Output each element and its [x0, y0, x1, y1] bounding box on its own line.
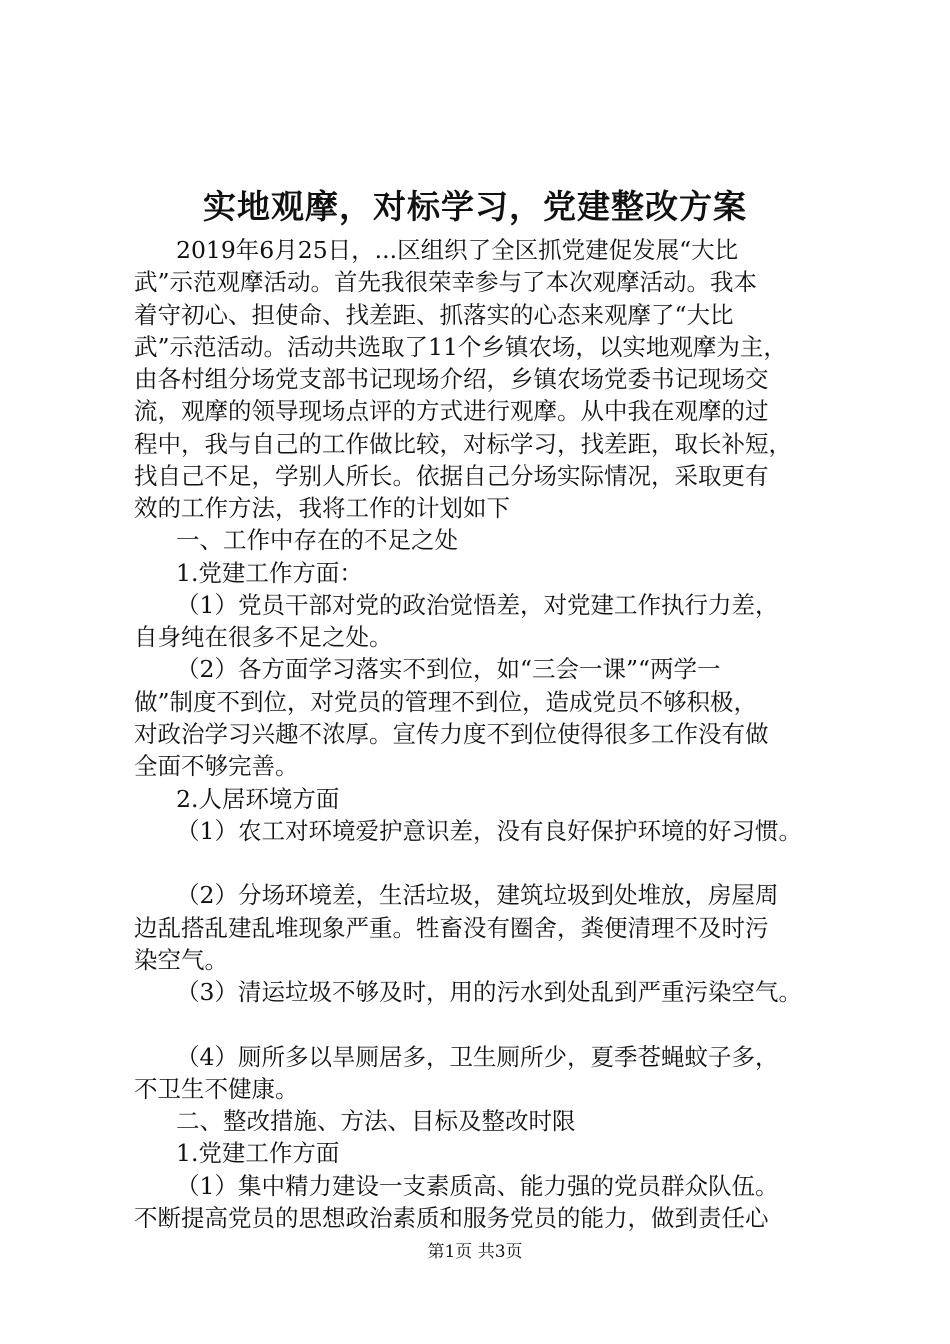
paragraph-line: 染空气。	[134, 946, 228, 974]
subsection-heading: 1.党建工作方面	[176, 1139, 340, 1167]
paragraph-line: （1）农工对环境爱护意识差，没有良好保护环境的好习惯。	[176, 817, 802, 845]
section-heading: 二、整改措施、方法、目标及整改时限	[176, 1107, 576, 1135]
paragraph-line: （1）党员干部对党的政治觉悟差，对党建工作执行力差，	[176, 591, 779, 619]
paragraph-line: 不断提高党员的思想政治素质和服务党员的能力，做到责任心	[134, 1204, 769, 1232]
paragraph-line: 流，观摩的领导现场点评的方式进行观摩。从中我在观摩的过	[134, 397, 769, 425]
paragraph-line: 边乱搭乱建乱堆现象严重。牲畜没有圈舍，粪便清理不及时污	[134, 914, 769, 942]
paragraph-line: 2019年6月25日，...区组织了全区抓党建促发展“大比	[176, 236, 739, 264]
document-title: 实地观摩，对标学习，党建整改方案	[203, 187, 747, 226]
paragraph-line: 着守初心、担使命、找差距、抓落实的心态来观摩了“大比	[134, 301, 734, 329]
paragraph-line: （3）清运垃圾不够及时，用的污水到处乱到严重污染空气。	[176, 978, 802, 1006]
paragraph-line: （2）分场环境差，生活垃圾，建筑垃圾到处堆放，房屋周	[176, 881, 779, 909]
paragraph-line: 效的工作方法，我将工作的计划如下	[134, 494, 510, 522]
paragraph-line: 做”制度不到位，对党员的管理不到位，造成党员不够积极，	[134, 688, 758, 716]
paragraph-line: （4）厕所多以旱厕居多，卫生厕所少，夏季苍蝇蚊子多，	[176, 1043, 779, 1071]
subsection-heading: 1.党建工作方面：	[176, 559, 363, 587]
paragraph-line: 自身纯在很多不足之处。	[134, 623, 393, 651]
paragraph-line: 武”示范活动。活动共选取了11个乡镇农场，以实地观摩为主，	[134, 333, 787, 361]
section-heading: 一、工作中存在的不足之处	[176, 526, 458, 554]
page-number-footer: 第1页 共3页	[427, 1242, 523, 1262]
paragraph-line: 武”示范观摩活动。首先我很荣幸参与了本次观摩活动。我本	[134, 268, 758, 296]
paragraph-line: 不卫生不健康。	[134, 1075, 299, 1103]
paragraph-line: 程中，我与自己的工作做比较，对标学习，找差距，取长补短，	[134, 430, 792, 458]
paragraph-line: 对政治学习兴趣不浓厚。宣传力度不到位使得很多工作没有做	[134, 720, 769, 748]
paragraph-line: （1）集中精力建设一支素质高、能力强的党员群众队伍。	[176, 1172, 779, 1200]
paragraph-line: 由各村组分场党支部书记现场介绍，乡镇农场党委书记现场交	[134, 365, 769, 393]
paragraph-line: （2）各方面学习落实不到位，如“三会一课”“两学一	[176, 655, 721, 683]
paragraph-line: 全面不够完善。	[134, 752, 299, 780]
paragraph-line: 找自己不足，学别人所长。依据自己分场实际情况，采取更有	[134, 462, 769, 490]
subsection-heading: 2.人居环境方面	[176, 785, 340, 813]
